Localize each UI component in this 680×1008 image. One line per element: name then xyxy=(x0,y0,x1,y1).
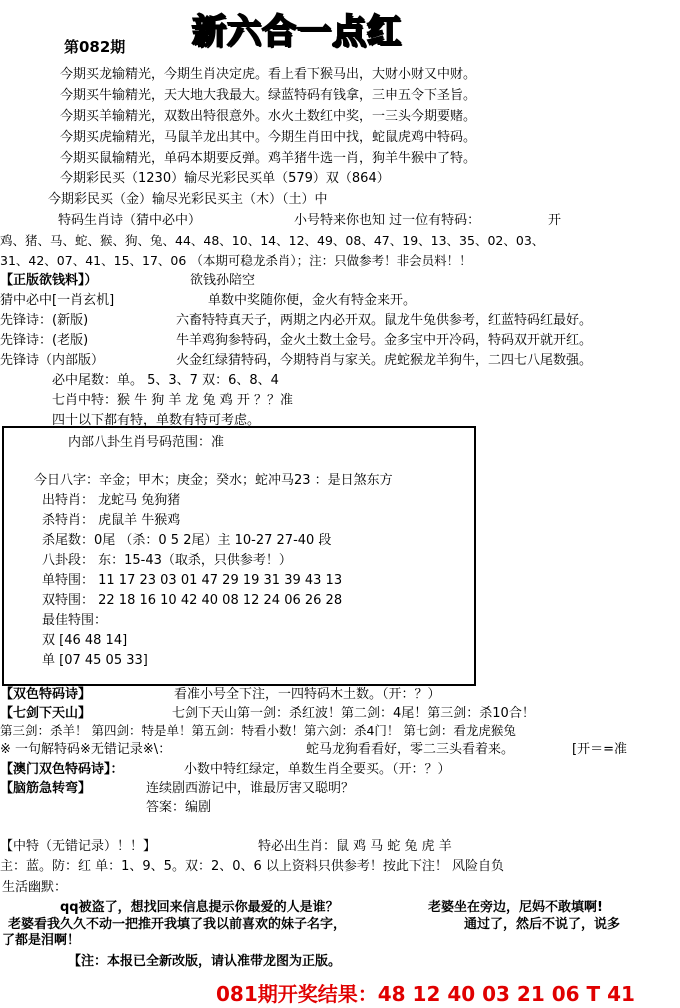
qj-text-2: 第三剑：杀羊！ 第四剑：特是单！第五剑：特看小数！第六剑：杀4门！ 第七剑：看龙虎猴兔 xyxy=(0,723,516,738)
zt-label: 【中特（无错记录）！！】 xyxy=(0,839,157,854)
humor-line-2a: 老婆看我久久不动一把推开我填了我以前喜欢的妹子名字， xyxy=(8,917,347,932)
box-best: 最佳特围： xyxy=(42,613,108,628)
special-heading: 特码生肖诗（猜中必中） xyxy=(58,213,202,228)
special-mid: 小号特来你也知 过一位有特码： xyxy=(294,213,481,228)
poem-line: 今期买羊输精光，双数出特很意外。水火土数红中奖，一三头今期要赌。 xyxy=(60,109,477,124)
box-bagua: 八卦段： 东：15-43（取杀，只供参考！） xyxy=(42,553,292,568)
nj-answer: 答案：编剧 xyxy=(146,800,212,815)
box-shawei: 杀尾数：0尾 （杀：0 5 2尾）主 10-27 27-40 段 xyxy=(42,533,332,548)
issue-number: 第082期 xyxy=(64,38,126,56)
xf-in-label: 先锋诗（内部版） xyxy=(0,353,105,368)
humor-line-1b: 老婆坐在旁边，尼妈不敢填啊! xyxy=(428,900,603,915)
box-heading: 内部八卦生肖号码范围：准 xyxy=(68,435,225,450)
am-label: 【澳门双色特码诗】： xyxy=(0,762,124,777)
under40-line: 四十以下都有特，单数有特可考虑。 xyxy=(52,413,261,428)
page-title: 新六合一点红 xyxy=(192,12,402,52)
poem-line: 今期买龙输精光，今期生肖决定虎。看上看下猴马出，大财小财又中财。 xyxy=(60,67,477,82)
humor-line-3: 了都是泪啊！ xyxy=(2,933,81,948)
qishou-line: 七肖中特：猴 牛 狗 羊 龙 兔 鸡 开 ？？准 xyxy=(52,393,294,408)
bagua-box xyxy=(2,426,476,686)
tail-numbers: 必中尾数：单。 5、3、7 双：6、8、4 xyxy=(52,373,279,388)
humor-line-2b: 通过了，然后不说了，说多 xyxy=(464,917,621,932)
special-tail: 开 xyxy=(548,213,562,228)
qj-label: 【七剑下天山】 xyxy=(0,706,92,721)
zt-text: 特必出生肖：鼠 鸡 马 蛇 兔 虎 羊 xyxy=(258,839,452,854)
xf-old-label: 先锋诗：(老版) xyxy=(0,333,89,348)
box-chu: 出特肖： 龙蛇马 兔狗猪 xyxy=(42,493,181,508)
xf-new-text: 六畜特特真天子，两期之内必开双。鼠龙牛兔供参考，红蓝特码红最好。 xyxy=(176,313,593,328)
yj-text: 蛇马龙狗看看好，零二三头看着来。 xyxy=(306,742,515,757)
lottery-line-1: 今期彩民买（1230）输尽光彩民买单（579）双（864） xyxy=(60,171,390,186)
yj-tail: [开＝=准 xyxy=(572,742,627,757)
box-shuang: 双 [46 48 14] xyxy=(42,633,128,648)
box-tewei: 单特围： 11 17 23 03 01 47 29 19 31 39 43 13 xyxy=(42,573,343,588)
yj-label: ※ 一句解特码※无错记录※\： xyxy=(0,742,172,757)
nj-label: 【脑筋急转弯】 xyxy=(0,781,92,796)
box-sha: 杀特肖： 虎鼠羊 牛猴鸡 xyxy=(42,513,181,528)
qj-text-1: 七剑下天山第一剑：杀红波！第二剑：4尾！第三剑：杀10合！ xyxy=(172,706,535,721)
notice: 【注：本报已全新改版，请认准带龙图为正版。 xyxy=(68,954,342,969)
poem-line: 今期买鼠输精光，单码本期要反弹。鸡羊猪牛选一肖，狗羊牛猴中了特。 xyxy=(60,151,477,166)
nj-text: 连续剧西游记中，谁最厉害又聪明？ xyxy=(146,781,355,796)
poem-line: 今期买虎输精光，马鼠羊龙出其中。今期生肖田中找，蛇鼠虎鸡中特码。 xyxy=(60,130,477,145)
xf-in-text: 火金红绿猜特码，今期特肖与家关。虎蛇猴龙羊狗牛，二四七八尾数强。 xyxy=(176,353,593,368)
xf-old-text: 牛羊鸡狗参特码，金火土数土金号。金多宝中开冷码，特码双开就开红。 xyxy=(176,333,593,348)
zb-text: 欲钱孙陪空 xyxy=(190,273,256,288)
am-text: 小数中特红绿定，单数生肖全要买。（开：？） xyxy=(184,762,451,777)
box-dan: 单 [07 45 05 33] xyxy=(42,653,148,668)
zb-label: 【正版欲钱料】） xyxy=(0,273,98,288)
box-bazi: 今日八字：辛金；甲木；庚金；癸水；蛇冲马23 ：是日煞东方 xyxy=(34,473,393,488)
caizhong-text: 单数中奖随你便，金火有特金来开。 xyxy=(208,293,417,308)
box-shuangwei: 双特围： 22 18 16 10 42 40 08 12 24 06 26 28 xyxy=(42,593,343,608)
sse-label: 【双色特码诗】 xyxy=(0,687,92,702)
draw-result: 081期开奖结果：48 12 40 03 21 06 T 41 xyxy=(216,982,635,1006)
humor-line-1a: qq被盗了，想找回来信息提示你最爱的人是谁？ xyxy=(60,900,339,915)
caizhong-label: 猜中必中[一肖玄机] xyxy=(0,293,115,308)
sse-text: 看准小号全下注，一四特码木土数。（开：？） xyxy=(174,687,441,702)
poem-line: 今期买牛输精光，天大地大我最大。绿蓝特码有钱拿，三申五令下圣旨。 xyxy=(60,88,477,103)
zhu-text: 主：蓝。防：红 单：1、9、5。双：2、0、6 以上资料只供参考！按此下注！ 风险自负 xyxy=(0,859,505,874)
special-line-3: 31、42、07、41、15、17、06 （本期可稳龙杀肖）；注：只做参考！非会员料！！ xyxy=(0,253,472,268)
special-line-2: 鸡、猪、马、蛇、猴、狗、兔、44、48、10、14、12、49、08、47、19、13、35、02、03、 xyxy=(0,233,545,248)
xf-new-label: 先锋诗：(新版) xyxy=(0,313,89,328)
humor-label: 生活幽默： xyxy=(2,880,68,895)
lottery-line-2: 今期彩民买（金）输尽光彩民买主（木）（土）中 xyxy=(48,192,328,207)
